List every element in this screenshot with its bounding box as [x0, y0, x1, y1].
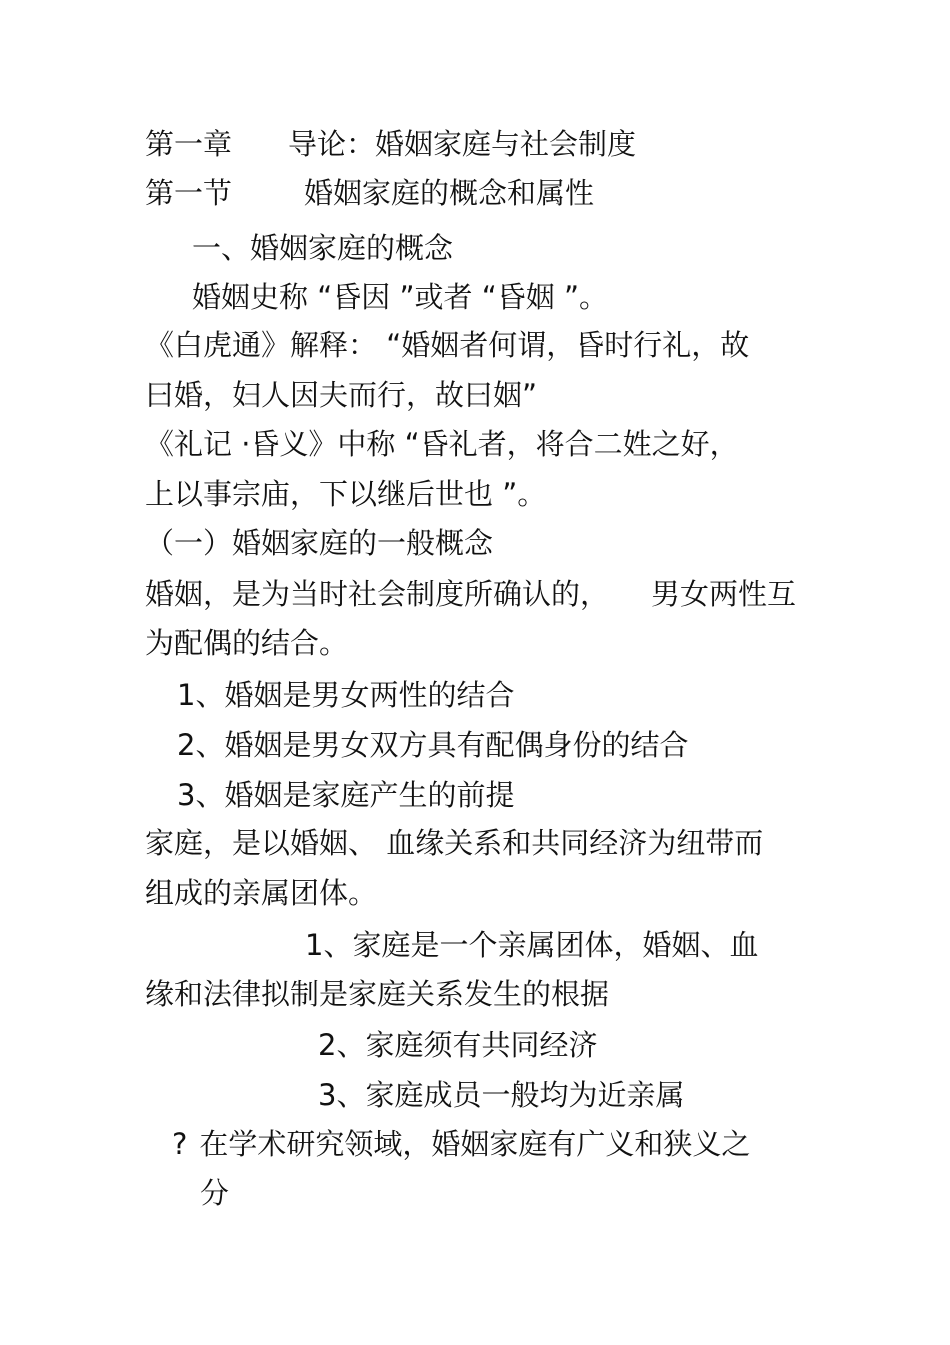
family-definition-line2: 组成的亲属团体。: [145, 876, 378, 910]
family-point-3: 3、家庭成员一般均为近亲属: [318, 1078, 685, 1112]
section-heading: [145, 173, 594, 213]
question-text-line1: 在学术研究领域，婚姻家庭有广义和狭义之: [199, 1127, 751, 1161]
section-label: 第一节: [145, 176, 233, 210]
question-line1: [172, 1124, 750, 1164]
marriage-point-2: 2、婚姻是男女双方具有配偶身份的结合: [177, 728, 689, 762]
marriage-definition-line1: [145, 574, 796, 614]
chapter-heading: [145, 124, 636, 164]
quote-baihutong-line2: 曰婚，妇人因夫而行，故曰姻”: [145, 378, 538, 412]
marriage-definition-part2: 男女两性互: [651, 577, 797, 611]
section-title: 婚姻家庭的概念和属性: [304, 176, 595, 210]
marriage-definition-part1: 婚姻，是为当时社会制度所确认的，: [145, 577, 610, 611]
question-mark: ?: [172, 1127, 188, 1161]
family-point-1-line1: 1、家庭是一个亲属团体，婚姻、血: [305, 928, 759, 962]
quote-liji-line1: 《礼记 ·昏义》中称 “昏礼者，将合二姓之好，: [145, 427, 739, 461]
quote-liji-line2: 上以事宗庙，下以继后世也 ”。: [145, 477, 547, 511]
quote-baihutong-line1: 《白虎通》解释： “婚姻者何谓，昏时行礼，故: [145, 328, 750, 362]
paragraph-history: 婚姻史称 “昏因 ”或者 “昏姻 ”。: [192, 280, 608, 314]
family-point-2: 2、家庭须有共同经济: [318, 1028, 598, 1062]
question-line2: 分: [200, 1176, 230, 1210]
heading-concept: 一、婚姻家庭的概念: [192, 231, 454, 265]
subheading-general-concept: （一）婚姻家庭的一般概念: [145, 526, 494, 560]
marriage-point-1: 1、婚姻是男女两性的结合: [177, 678, 515, 712]
family-definition-line1: 家庭，是以婚姻、 血缘关系和共同经济为纽带而: [145, 826, 764, 860]
chapter-title: 导论：婚姻家庭与社会制度: [288, 127, 637, 161]
chapter-label: 第一章: [145, 127, 233, 161]
family-point-1-line2: 缘和法律拟制是家庭关系发生的根据: [145, 977, 610, 1011]
marriage-point-3: 3、婚姻是家庭产生的前提: [177, 778, 515, 812]
marriage-definition-line2: 为配偶的结合。: [145, 626, 349, 660]
